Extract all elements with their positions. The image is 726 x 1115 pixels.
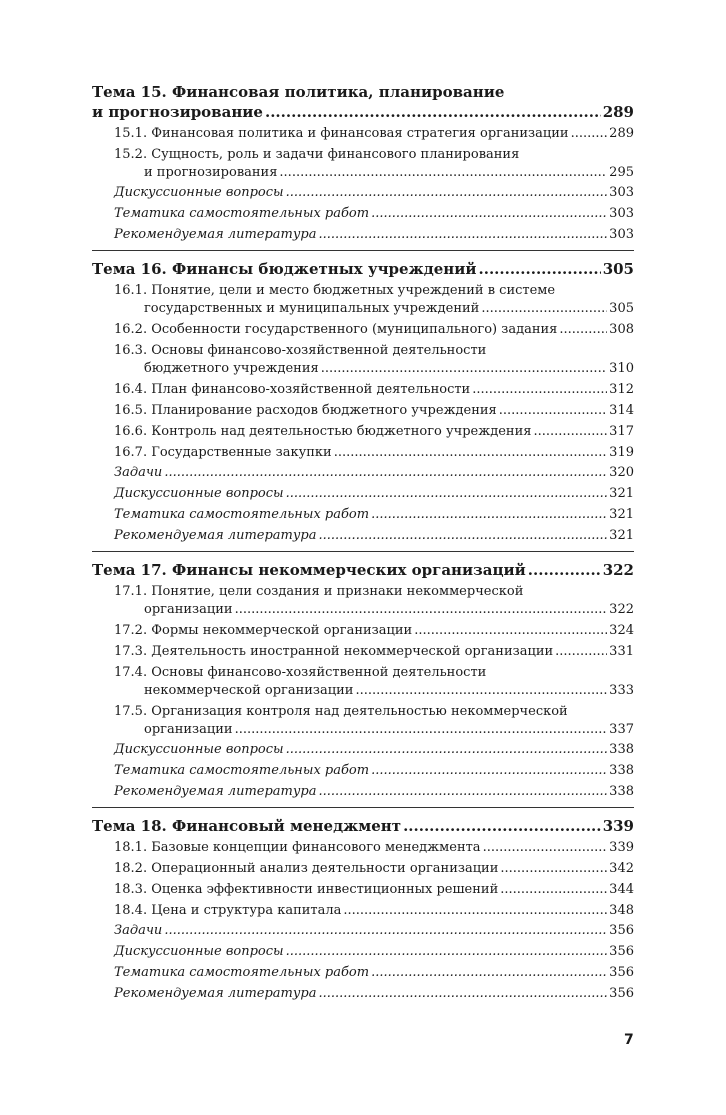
entry-title: 17.2. Формы некоммерческой организации xyxy=(114,623,413,638)
dot-leader xyxy=(371,962,607,983)
toc-entry[interactable] xyxy=(92,423,634,441)
entry-page: 321 xyxy=(609,528,634,543)
entry-title: Задачи xyxy=(114,923,163,938)
entry-page: 310 xyxy=(609,361,634,376)
entry-title-line2: некоммерческой организации xyxy=(144,683,354,698)
entry-title-line2: государственных и муниципальных учреждений xyxy=(144,301,480,316)
entry-title-line1: 16.1. Понятие, цели и место бюджетных учреждений в системе xyxy=(114,283,556,298)
entry-title: Рекомендуемая литература xyxy=(114,227,317,242)
entry-page: 303 xyxy=(609,206,634,221)
toc-supplement-entry[interactable] xyxy=(92,525,634,546)
entry-page: 333 xyxy=(609,683,634,698)
entry-page: 320 xyxy=(609,465,634,480)
entry-page: 338 xyxy=(609,784,634,799)
toc-entry[interactable] xyxy=(92,282,634,318)
entry-page: 305 xyxy=(609,301,634,316)
topic-title: Тема 18. Финансовый менеджмент xyxy=(92,817,402,835)
entry-title: 16.5. Планирование расходов бюджетного учреждения xyxy=(114,403,497,418)
toc-supplement-entry[interactable] xyxy=(92,462,634,483)
dot-leader xyxy=(559,321,607,339)
topic-page: 289 xyxy=(602,103,634,121)
toc-supplement-entry[interactable] xyxy=(92,962,634,983)
toc-entry[interactable] xyxy=(92,321,634,339)
entry-page: 356 xyxy=(609,986,634,1001)
entry-page: 321 xyxy=(609,507,634,522)
entry-title: 16.7. Государственные закупки xyxy=(114,445,332,460)
entry-page: 356 xyxy=(609,944,634,959)
dot-leader xyxy=(265,102,601,122)
entry-title-line2: организации xyxy=(144,722,233,737)
entry-title: 18.2. Операционный анализ деятельности организации xyxy=(114,861,499,876)
entry-title: Дискуссионные вопросы xyxy=(114,486,284,501)
dot-leader xyxy=(286,182,608,203)
entry-page: 338 xyxy=(609,742,634,757)
entry-title: Дискуссионные вопросы xyxy=(114,944,284,959)
entry-continuation xyxy=(114,601,634,619)
toc-entry[interactable] xyxy=(92,902,634,920)
toc-supplement-entry[interactable] xyxy=(92,483,634,504)
dot-leader xyxy=(528,560,601,580)
entry-page: 337 xyxy=(609,722,634,737)
dot-leader xyxy=(343,902,607,920)
dot-leader xyxy=(479,259,601,279)
dot-leader xyxy=(355,682,607,700)
entry-title: Дискуссионные вопросы xyxy=(114,185,284,200)
entry-page: 324 xyxy=(609,623,634,638)
dot-leader xyxy=(472,381,607,399)
entry-title: 16.2. Особенности государственного (муниципального) задания xyxy=(114,322,558,337)
dot-leader xyxy=(533,423,607,441)
dot-leader xyxy=(571,125,608,143)
toc-entry[interactable] xyxy=(92,342,634,378)
dot-leader xyxy=(500,860,607,878)
dot-leader xyxy=(286,483,608,504)
entry-continuation xyxy=(114,721,634,739)
entry-page: 303 xyxy=(609,185,634,200)
toc-entry[interactable] xyxy=(92,125,634,143)
dot-leader xyxy=(235,721,608,739)
dot-leader xyxy=(319,983,608,1004)
topic-title-line1: Тема 15. Финансовая политика, планирование xyxy=(92,83,505,101)
toc-entry[interactable] xyxy=(92,146,634,182)
dot-leader xyxy=(319,781,608,802)
entry-title: 18.1. Базовые концепции финансового менеджмента xyxy=(114,840,481,855)
topic-page: 322 xyxy=(602,561,634,579)
dot-leader xyxy=(286,941,608,962)
entry-title: 18.4. Цена и структура капитала xyxy=(114,903,342,918)
toc-entry[interactable] xyxy=(92,583,634,619)
entry-title: 17.3. Деятельность иностранной некоммерческой организации xyxy=(114,644,554,659)
toc-supplement-entry[interactable] xyxy=(92,983,634,1004)
dot-leader xyxy=(414,622,607,640)
dot-leader xyxy=(371,760,607,781)
dot-leader xyxy=(279,164,607,182)
dot-leader xyxy=(483,839,608,857)
dot-leader xyxy=(403,816,601,836)
entry-page: 339 xyxy=(609,840,634,855)
dot-leader xyxy=(319,525,608,546)
entry-page: 356 xyxy=(609,923,634,938)
dot-leader xyxy=(500,881,607,899)
entry-title: Тематика самостоятельных работ xyxy=(114,507,370,522)
toc-entry[interactable] xyxy=(92,881,634,899)
entry-title: Тематика самостоятельных работ xyxy=(114,763,370,778)
toc-topic xyxy=(92,816,634,1009)
topic-heading[interactable] xyxy=(92,102,634,122)
toc-supplement-entry[interactable] xyxy=(92,182,634,203)
toc-entry[interactable] xyxy=(92,444,634,462)
entry-title: 18.3. Оценка эффективности инвестиционных решений xyxy=(114,882,499,897)
table-of-contents xyxy=(92,82,634,1009)
toc-entry[interactable] xyxy=(92,664,634,700)
topic-heading[interactable] xyxy=(92,259,634,279)
toc-supplement-entry[interactable] xyxy=(92,203,634,224)
toc-entry[interactable] xyxy=(92,381,634,399)
topic-page: 339 xyxy=(602,817,634,835)
entry-title: 16.4. План финансово-хозяйственной деятельности xyxy=(114,382,471,397)
toc-entry[interactable] xyxy=(92,860,634,878)
entry-title-line1: 16.3. Основы финансово-хозяйственной деятельности xyxy=(114,343,487,358)
entry-title-line1: 15.2. Сущность, роль и задачи финансового планирования xyxy=(114,147,520,162)
entry-page: 303 xyxy=(609,227,634,242)
entry-page: 289 xyxy=(609,126,634,141)
toc-supplement-entry[interactable] xyxy=(92,504,634,525)
dot-leader xyxy=(334,444,607,462)
entry-page: 295 xyxy=(609,165,634,180)
entry-title-line2: организации xyxy=(144,602,233,617)
dot-leader xyxy=(319,224,608,245)
entry-page: 338 xyxy=(609,763,634,778)
topic-title-line2: и прогнозирование xyxy=(92,103,263,121)
entry-title: Дискуссионные вопросы xyxy=(114,742,284,757)
entry-title-line2: и прогнозирования xyxy=(144,165,278,180)
toc-supplement-entry[interactable] xyxy=(92,920,634,941)
toc-supplement-entry[interactable] xyxy=(92,760,634,781)
topic-title: Тема 16. Финансы бюджетных учреждений xyxy=(92,260,477,278)
entry-page: 344 xyxy=(609,882,634,897)
entry-page: 342 xyxy=(609,861,634,876)
entry-title: 16.6. Контроль над деятельностью бюджетного учреждения xyxy=(114,424,532,439)
dot-leader xyxy=(286,739,608,760)
entry-title: Тематика самостоятельных работ xyxy=(114,206,370,221)
entry-continuation xyxy=(114,300,634,318)
entry-title: Рекомендуемая литература xyxy=(114,528,317,543)
entry-page: 356 xyxy=(609,965,634,980)
toc-entry[interactable] xyxy=(92,839,634,857)
topic-page: 305 xyxy=(602,260,634,278)
toc-supplement-entry[interactable] xyxy=(92,781,634,802)
toc-entry[interactable] xyxy=(92,402,634,420)
toc-entry[interactable] xyxy=(92,703,634,739)
toc-topic xyxy=(92,82,634,251)
toc-topic xyxy=(92,259,634,552)
page-number: 7 xyxy=(624,1032,634,1048)
entry-title: 15.1. Финансовая политика и финансовая стратегия организации xyxy=(114,126,569,141)
entry-page: 348 xyxy=(609,903,634,918)
entry-title-line2: бюджетного учреждения xyxy=(144,361,319,376)
dot-leader xyxy=(499,402,607,420)
topic-title: Тема 17. Финансы некоммерческих организаций xyxy=(92,561,526,579)
entry-title-line1: 17.4. Основы финансово-хозяйственной деятельности xyxy=(114,665,487,680)
entry-page: 308 xyxy=(609,322,634,337)
entry-continuation xyxy=(114,164,634,182)
topic-heading[interactable] xyxy=(92,560,634,580)
entry-title: Рекомендуемая литература xyxy=(114,784,317,799)
entry-page: 314 xyxy=(609,403,634,418)
dot-leader xyxy=(371,203,607,224)
entry-title: Тематика самостоятельных работ xyxy=(114,965,370,980)
entry-title: Задачи xyxy=(114,465,163,480)
toc-supplement-entry[interactable] xyxy=(92,224,634,245)
entry-page: 331 xyxy=(609,644,634,659)
entry-page: 319 xyxy=(609,445,634,460)
toc-entry[interactable] xyxy=(92,643,634,661)
entry-title-line1: 17.5. Организация контроля над деятельностью некоммерческой xyxy=(114,704,568,719)
dot-leader xyxy=(555,643,607,661)
entry-title: Рекомендуемая литература xyxy=(114,986,317,1001)
entry-page: 322 xyxy=(609,602,634,617)
toc-entry[interactable] xyxy=(92,622,634,640)
toc-supplement-entry[interactable] xyxy=(92,739,634,760)
dot-leader xyxy=(235,601,608,619)
entry-page: 317 xyxy=(609,424,634,439)
dot-leader xyxy=(164,462,607,483)
dot-leader xyxy=(164,920,607,941)
entry-continuation xyxy=(114,682,634,700)
dot-leader xyxy=(321,360,607,378)
entry-title-line1: 17.1. Понятие, цели создания и признаки некоммерческой xyxy=(114,584,524,599)
topic-heading[interactable] xyxy=(92,816,634,836)
entry-page: 312 xyxy=(609,382,634,397)
dot-leader xyxy=(481,300,607,318)
dot-leader xyxy=(371,504,607,525)
toc-supplement-entry[interactable] xyxy=(92,941,634,962)
toc-topic xyxy=(92,560,634,808)
entry-page: 321 xyxy=(609,486,634,501)
entry-continuation xyxy=(114,360,634,378)
